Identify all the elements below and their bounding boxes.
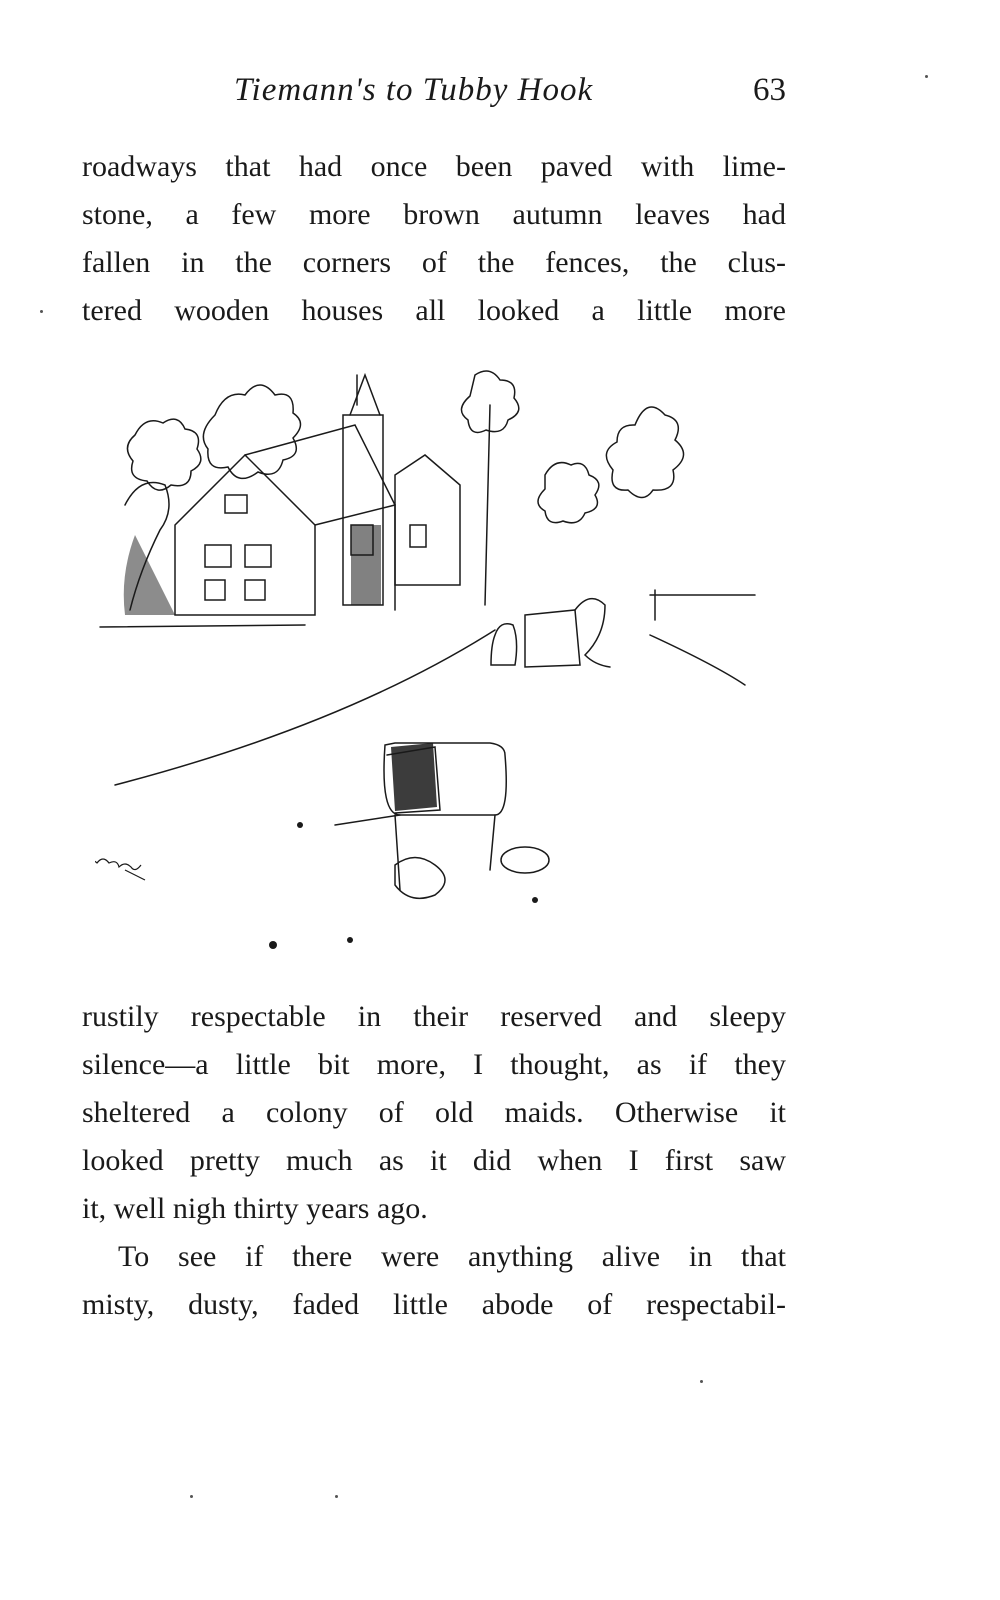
paper-speck: [925, 75, 928, 78]
text-line: rustily respectable in their reserved and sleepy: [82, 1000, 786, 1033]
text-line: tered wooden houses all looked a little more: [82, 294, 786, 327]
text-line: stone, a few more brown autumn leaves had: [82, 198, 786, 231]
text-line: it, well nigh thirty years ago.: [82, 1192, 428, 1225]
text-line: misty, dusty, faded little abode of respectabil-: [82, 1288, 786, 1321]
text-line: silence—a little bit more, I thought, as if they: [82, 1048, 786, 1081]
paper-speck: [700, 1380, 703, 1383]
paragraph-bottom: [82, 1233, 786, 1329]
paper-speck: [335, 1495, 338, 1498]
paper-speck: [40, 310, 43, 313]
text-line: looked pretty much as it did when I first saw: [82, 1144, 786, 1177]
text-line: To see if there were anything alive in that: [118, 1240, 786, 1273]
paper-speck: [190, 1495, 193, 1498]
illustration-village-road: [95, 345, 775, 975]
paragraph-top: [82, 143, 786, 335]
running-title: Tiemann's to Tubby Hook: [234, 72, 594, 108]
running-header: [82, 72, 786, 120]
paragraph-middle: [82, 993, 786, 1233]
text-line: fallen in the corners of the fences, the clus-: [82, 246, 786, 279]
page-number: 63: [753, 72, 786, 108]
text-line: roadways that had once been paved with lime-: [82, 150, 786, 183]
text-line: sheltered a colony of old maids. Otherwise it: [82, 1096, 786, 1129]
illustration-drawing: [95, 345, 775, 975]
